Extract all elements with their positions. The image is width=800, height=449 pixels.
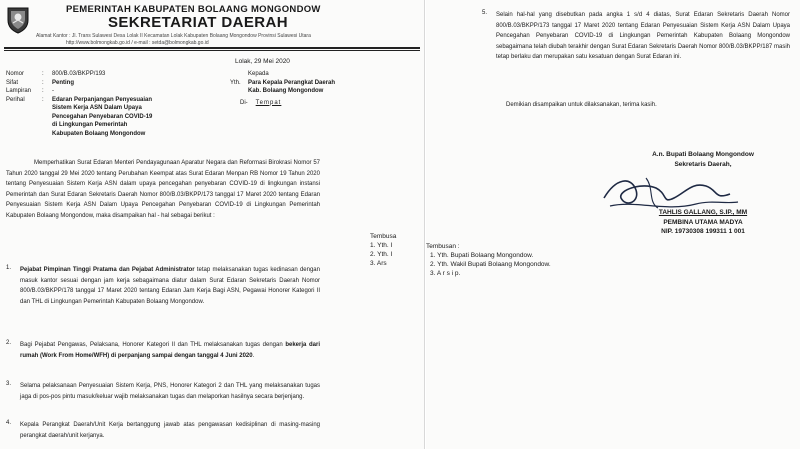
cc-list-cropped (370, 232, 424, 268)
recipient-line-1: Yth. Para Kepala Perangkat Daerah (230, 79, 336, 86)
cc-title-cropped: Tembusa (370, 233, 397, 240)
signatory-nip: NIP. 19730308 199311 1 001 (661, 228, 745, 235)
signatory-details (610, 208, 796, 237)
recipient-line-2: Kab. Bolaang Mongondow (248, 88, 324, 94)
perihal-line: Sistem Kerja ASN Dalam Upaya (52, 105, 142, 111)
cc-item: 3. A r s i p. (430, 270, 461, 277)
meta-sifat: Sifat : Penting (6, 79, 74, 86)
list-item: Pejabat Pimpinan Tinggi Pratama dan Pejabat Administrator tetap melaksanakan tugas kedinasan dengan masuk kantor sesuai dengan jam kerja sebagaimana diatur dalam Surat Edaran Sekretaris Daerah Nomor 800/B.03/BKPP/178 tanggal 17 Maret 2020 tentang Edaran Jam Kerja Bagi ASN, Pegawai Honorer Kategori II dan THL di Lingkungan Pemerintah Kabupaten Bolaang Mongondow. (20, 267, 320, 305)
meta-lampiran: Lampiran : - (6, 88, 54, 94)
list-item: Selama pelaksanaan Penyesuaian Sistem Kerja, PNS, Honorer Kategori 2 dan THL yang melaksanakan tugas jaga di pos-pos pintu masuk/keluar wajib melaksanakan tugas dan melaporkan hasilnya secara berjenjang. (20, 383, 320, 400)
item-number: 3. (6, 381, 12, 387)
perihal-line: di Lingkungan Pemerintah (52, 122, 128, 128)
regency-crest-icon (6, 6, 30, 34)
recipient-kepada: Kepada (248, 71, 269, 77)
meta-nomor: Nomor : 800/B.03/BKPP/193 (6, 71, 106, 77)
cc-item: 1. Yth. Bupati Bolaang Mongondow. (430, 252, 534, 259)
perihal-line: Pencegahan Penyebaran COVID-19 (52, 113, 153, 120)
cc-item: 2. Yth. Wakil Bupati Bolaang Mongondow. (430, 261, 551, 268)
intro-paragraph: Memperhatikan Surat Edaran Menteri Pendayagunaan Aparatur Negara dan Reformasi Birokrasi Nomor 57 Tahun 2020 tanggal 29 Mei 2020 tentang Perubahan Keempat atas Surat Edaran Menpan RB Nomor 19 Tahun 2020 tentang Penyesuaian Sistem Kerja ASN dalam upaya pencegahan penyebaran COVID-19 di lingkungan instansi Pemerintah dan Surat Edaran Sekretaris Daerah Nomor 800/B.03/BKPP/173 tanggal 17 Maret 2020 tentang Edaran Penyesuaian Sistem Kerja ASN Dalam Upaya Pencegahan Penyebaran COVID-19 di Lingkungan Pemerintah Kabupaten Bolaang Mongondow, maka disampaikan hal - hal sebagai berikut : (6, 160, 320, 219)
letter-page-2 (426, 0, 800, 449)
list-item: Kepala Perangkat Daerah/Unit Kerja bertanggung jawab atas pengawasan kedisiplinan di masing-masing perangkat daerah/unit kerjanya. (20, 422, 320, 439)
item-number: 1. (6, 265, 12, 271)
recipient-tempat: Di- Tempat (240, 99, 282, 106)
letterhead-rule-thin (4, 50, 420, 51)
perihal-line: Kabupaten Bolaang Mongondow (52, 130, 146, 137)
signatory-rank: PEMBINA UTAMA MADYA (663, 218, 743, 226)
item-number: 2. (6, 340, 12, 346)
cc-list (426, 242, 551, 278)
cc-item-cropped: 1. Yth. I (370, 242, 393, 249)
cc-item-cropped: 2. Yth. I (370, 251, 393, 258)
item-number: 4. (6, 420, 12, 426)
signature-position: Sekretaris Daerah, (674, 160, 732, 168)
list-item: Selain hal-hal yang disebutkan pada angka 1 s/d 4 diatas, Surat Edaran Sekretaris Daerah Nomor 800/B.03/BKPP/173 tanggal 17 Maret 2020 tentang Edaran Penyesuaian Sistem Kerja ASN Dalam Upaya Pencegahan Penyebaran COVID-19 di Lingkungan Pemerintah Kabupaten Bolaang Mongondow sebagaimana telah diubah terakhir dengan Surat Edaran Sekretaris Daerah Nomor 800/B.03/BKPP/187 masih tetap berlaku dan merupakan satu kesatuan dengan Surat Edaran ini. (496, 12, 790, 61)
item-number: 5. (482, 10, 488, 16)
signature-block (610, 150, 796, 169)
signatory-name: TAHLIS GALLANG, S.IP., MM (658, 209, 748, 216)
letterhead-address: Alamat Kantor : Jl. Trans Sulawesi Desa Lolak II Kecamatan Lolak Kabupaten Bolaang Mongondow Provinsi Sulawesi Utara (36, 33, 311, 39)
letterhead-website: http://www.bolmongkab.go.id / e-mail : setda@bolmongkab.go.id (66, 40, 209, 46)
letter-meta (6, 70, 152, 138)
meta-perihal: Perihal : Edaran Perpanjangan Penyesuaian (6, 96, 153, 103)
place-date: Lolak, 29 Mei 2020 (235, 58, 290, 65)
letterhead-rule-thick (4, 47, 420, 49)
cc-item-cropped: 3. Ars (370, 260, 387, 267)
letterhead-office: SEKRETARIAT DAERAH (108, 14, 288, 31)
closing-sentence: Demikian disampaikan untuk dilaksanakan, terima kasih. (506, 102, 657, 108)
signature-title: A.n. Bupati Bolaang Mongondow (652, 151, 754, 158)
list-item: Bagi Pejabat Pengawas, Pelaksana, Honorer Kategori II dan THL melaksanakan tugas dengan bekerja dari rumah (Work From Home/WFH) di perpanjang sampai dengan tanggal 4 Juni 2020. (20, 342, 320, 359)
letterhead-government: PEMERINTAH KABUPATEN BOLAANG MONGONDOW (66, 4, 321, 15)
cc-title: Tembusan : (426, 243, 460, 250)
recipient-block (230, 70, 335, 107)
